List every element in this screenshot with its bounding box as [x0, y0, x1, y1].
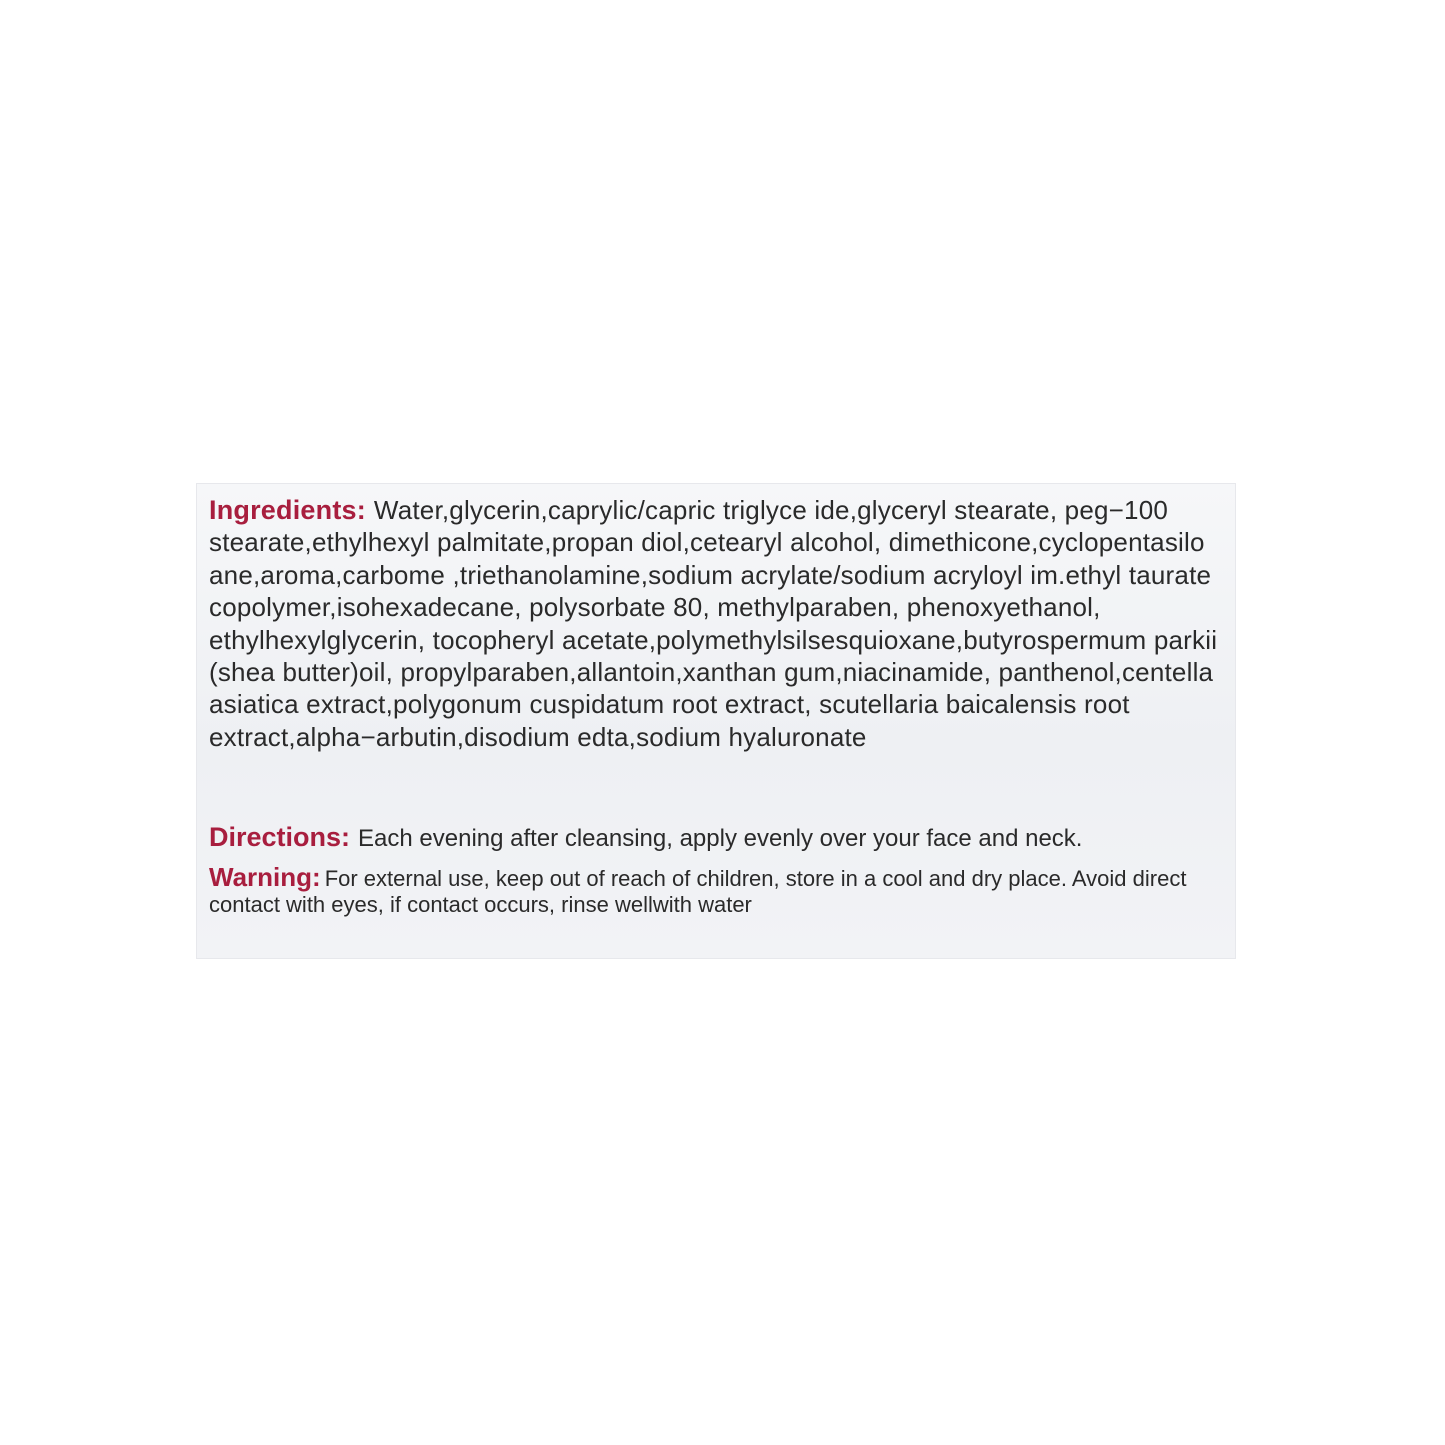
directions-text: Each evening after cleansing, apply evenly over your face and neck.: [358, 825, 1083, 852]
warning-text: For external use, keep out of reach of children, store in a cool and dry place. Avoid direct contact with eyes, if contact occurs, rinse wellwith water: [209, 866, 1187, 917]
warning-heading: Warning:: [209, 862, 321, 892]
directions-heading: Directions:: [209, 822, 351, 852]
ingredients-heading: Ingredients:: [209, 495, 366, 525]
ingredients-label-card: [196, 483, 1236, 959]
directions-section: [209, 822, 1221, 854]
ingredients-section: [209, 494, 1221, 753]
warning-section: [209, 864, 1221, 918]
ingredients-list-text: Water,glycerin,caprylic/capric triglyce ide,glyceryl stearate, peg−100 stearate,ethylhexyl palmitate,propan diol,cetearyl alcohol, dimethicone,cyclopentasilo ane,aroma,carbome ,triethanolamine,sodium acrylate/sodium acryloyl im.ethyl taurate copolymer,isohexadecane, polysorbate 80, methylparaben, phenoxyethanol, ethylhexylglycerin, tocopheryl acetate,polymethylsilsesquioxane,butyrospermum parkii (shea butter)oil, propylparaben,allantoin,xanthan gum,niacinamide, panthenol,centella asiatica extract,polygonum cuspidatum root extract, scutellaria baicalensis root extract,alpha−arbutin,disodium edta,sodium hyaluronate: [209, 495, 1218, 752]
